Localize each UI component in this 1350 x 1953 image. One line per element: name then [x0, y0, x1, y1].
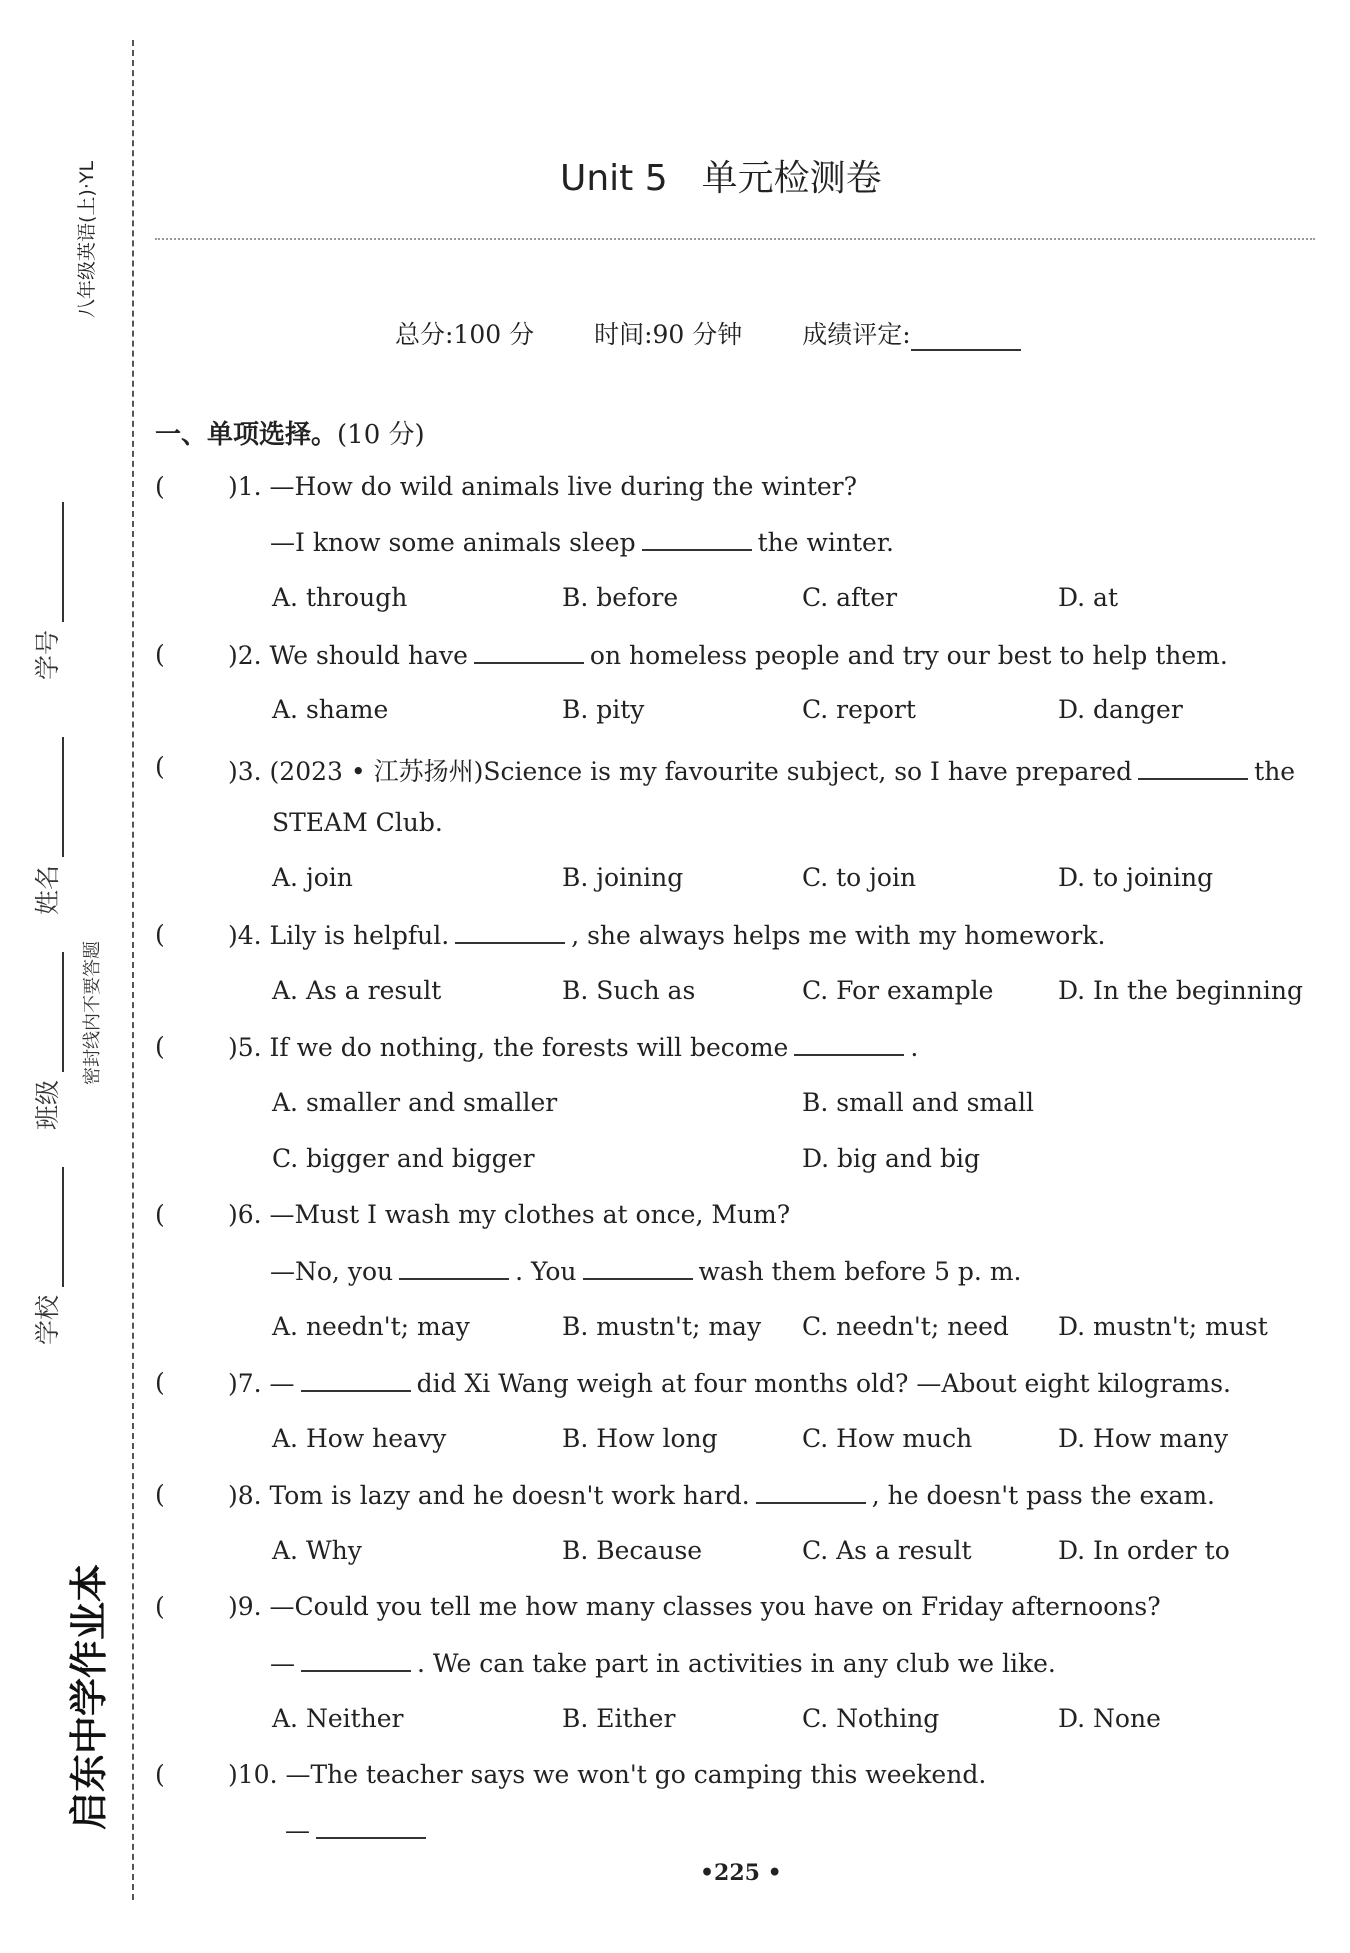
section-title: 一、单项选择。 — [155, 420, 338, 450]
school-field[interactable] — [28, 1167, 64, 1345]
option-c[interactable]: C. Nothing — [802, 1704, 940, 1733]
answer-paren[interactable]: ( — [155, 1200, 165, 1229]
answer-paren[interactable]: ( — [155, 1480, 165, 1509]
grade-label: 成绩评定: — [802, 320, 911, 349]
exam-meta — [395, 315, 1021, 351]
question-stem: )6. —Must I wash my clothes at once, Mum? — [228, 1200, 791, 1229]
student-number-label: 学号 — [33, 629, 62, 680]
question-stem: )5. If we do nothing, the forests will become . — [228, 1033, 919, 1062]
section-points: (10 分) — [337, 420, 425, 450]
option-c[interactable]: C. after — [802, 583, 898, 612]
answer-paren[interactable]: ( — [155, 1032, 165, 1061]
option-b[interactable]: B. How long — [562, 1424, 718, 1453]
option-c[interactable]: C. to join — [802, 863, 917, 892]
title-text: 单元检测卷 — [701, 158, 882, 199]
option-a[interactable]: A. needn't; may — [272, 1312, 470, 1341]
answer-blank-2[interactable] — [583, 1256, 693, 1280]
answer-blank[interactable] — [642, 527, 752, 551]
option-b[interactable]: B. Such as — [562, 976, 696, 1005]
option-d[interactable]: D. big and big — [802, 1144, 980, 1173]
section-heading — [155, 414, 425, 451]
side-label: 八年级英语(上)·YL — [76, 160, 98, 318]
page-title — [560, 150, 882, 201]
answer-paren[interactable]: ( — [155, 640, 165, 669]
grade-field[interactable] — [802, 315, 1020, 351]
name-blank[interactable] — [40, 737, 64, 857]
question-stem-line2: —No, you . You wash them before 5 p. m. — [270, 1257, 1022, 1286]
option-c[interactable]: C. report — [802, 695, 916, 724]
answer-blank-1[interactable] — [399, 1256, 509, 1280]
option-a[interactable]: A. smaller and smaller — [272, 1088, 558, 1117]
option-d[interactable]: D. How many — [1058, 1424, 1229, 1453]
option-d[interactable]: D. None — [1058, 1704, 1161, 1733]
option-a[interactable]: A. shame — [272, 695, 389, 724]
title-divider — [155, 238, 1315, 240]
question-stem: )2. We should have on homeless people and try our best to help them. — [228, 641, 1228, 670]
option-d[interactable]: D. In order to — [1058, 1536, 1230, 1565]
option-b[interactable]: B. joining — [562, 863, 684, 892]
option-c[interactable]: C. For example — [802, 976, 994, 1005]
time-limit: 时间:90 分钟 — [594, 320, 743, 349]
name-label: 姓名 — [33, 864, 62, 915]
answer-paren[interactable]: ( — [155, 920, 165, 949]
answer-blank[interactable] — [756, 1480, 866, 1504]
answer-paren[interactable]: ( — [155, 752, 165, 781]
option-c[interactable]: C. bigger and bigger — [272, 1144, 535, 1173]
option-a[interactable]: A. Why — [272, 1536, 362, 1565]
option-a[interactable]: A. As a result — [272, 976, 442, 1005]
total-score: 总分:100 分 — [395, 320, 535, 349]
title-unit: Unit 5 — [560, 158, 668, 199]
class-field[interactable] — [28, 952, 64, 1130]
student-number-field[interactable] — [28, 502, 64, 680]
answer-paren[interactable]: ( — [155, 1368, 165, 1397]
answer-blank[interactable] — [455, 920, 565, 944]
question-stem: )10. —The teacher says we won't go camping this weekend. — [228, 1760, 987, 1789]
name-field[interactable] — [28, 737, 64, 915]
question-stem-line2: —I know some animals sleep the winter. — [270, 528, 894, 557]
school-label: 学校 — [33, 1294, 62, 1345]
seal-note: 密封线内不要答题 — [82, 941, 103, 1085]
question-stem: )7. — did Xi Wang weigh at four months old? —About eight kilograms. — [228, 1369, 1231, 1398]
option-b[interactable]: B. pity — [562, 695, 645, 724]
answer-blank[interactable] — [301, 1648, 411, 1672]
grade-blank[interactable] — [911, 325, 1021, 351]
option-a[interactable]: A. Neither — [272, 1704, 404, 1733]
question-stem-line2: STEAM Club. — [272, 808, 443, 837]
option-b[interactable]: B. Because — [562, 1536, 703, 1565]
class-blank[interactable] — [40, 952, 64, 1072]
student-number-blank[interactable] — [40, 502, 64, 622]
brand-label: 启东中学作业本 — [67, 1563, 111, 1830]
binding-margin — [0, 0, 135, 1953]
answer-paren[interactable]: ( — [155, 1760, 165, 1789]
answer-paren[interactable]: ( — [155, 1592, 165, 1621]
question-stem-line2: — . We can take part in activities in any club we like. — [270, 1649, 1056, 1678]
option-b[interactable]: B. Either — [562, 1704, 676, 1733]
option-d[interactable]: D. at — [1058, 583, 1118, 612]
question-stem: )1. —How do wild animals live during the winter? — [228, 472, 858, 501]
question-stem-line2: — — [285, 1815, 432, 1845]
option-d[interactable]: D. In the beginning — [1058, 976, 1303, 1005]
answer-blank[interactable] — [1138, 756, 1248, 780]
option-b[interactable]: B. mustn't; may — [562, 1312, 762, 1341]
answer-paren[interactable]: ( — [155, 472, 165, 501]
option-c[interactable]: C. How much — [802, 1424, 973, 1453]
option-a[interactable]: A. through — [272, 583, 408, 612]
option-d[interactable]: D. to joining — [1058, 863, 1214, 892]
answer-blank[interactable] — [794, 1032, 904, 1056]
school-blank[interactable] — [40, 1167, 64, 1287]
option-c[interactable]: C. As a result — [802, 1536, 972, 1565]
class-label: 班级 — [33, 1079, 62, 1130]
option-d[interactable]: D. danger — [1058, 695, 1183, 724]
page-number: •225 • — [700, 1860, 782, 1886]
question-stem: )8. Tom is lazy and he doesn't work hard. , he doesn't pass the exam. — [228, 1481, 1216, 1510]
option-c[interactable]: C. needn't; need — [802, 1312, 1009, 1341]
option-b[interactable]: B. small and small — [802, 1088, 1035, 1117]
question-stem: )3. (2023 • 江苏扬州)Science is my favourite subject, so I have prepared the — [228, 757, 1296, 786]
question-stem: )9. —Could you tell me how many classes you have on Friday afternoons? — [228, 1592, 1161, 1621]
option-a[interactable]: A. How heavy — [272, 1424, 447, 1453]
option-d[interactable]: D. mustn't; must — [1058, 1312, 1268, 1341]
answer-blank[interactable] — [301, 1368, 411, 1392]
answer-blank[interactable] — [474, 640, 584, 664]
option-a[interactable]: A. join — [272, 863, 353, 892]
question-stem: )4. Lily is helpful. , she always helps me with my homework. — [228, 921, 1106, 950]
seal-dashed-line — [132, 40, 134, 1900]
answer-blank[interactable] — [316, 1815, 426, 1839]
option-b[interactable]: B. before — [562, 583, 679, 612]
